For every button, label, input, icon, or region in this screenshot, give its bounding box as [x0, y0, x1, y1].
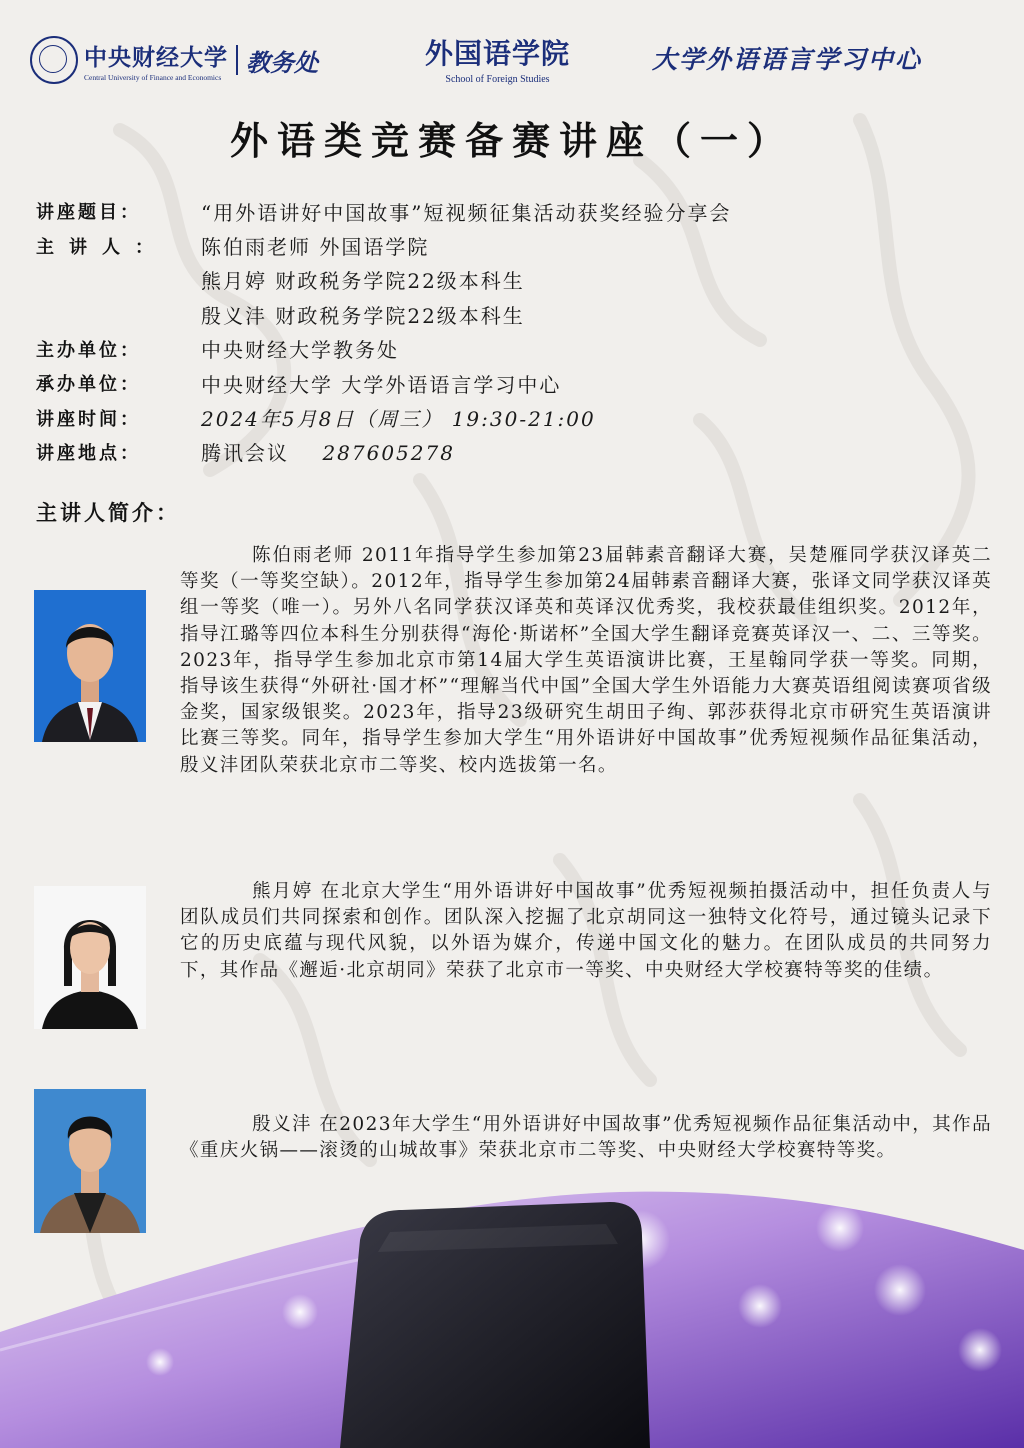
bio-3-text: 殷义沣 在2023年大学生“用外语讲好中国故事”优秀短视频作品征集活动中，其作品《重庆火锅——滚烫的山城故事》荣获北京市二等奖、中央财经大学校赛特等奖。	[180, 1114, 992, 1162]
speaker-1: 陈伯雨老师 外国语学院	[201, 235, 430, 260]
info-row-place	[36, 435, 996, 469]
host-value: 中央财经大学教务处	[201, 338, 399, 363]
header	[0, 28, 1024, 98]
meeting-id: 287605278	[322, 441, 455, 466]
host-label: 主办单位：	[36, 339, 141, 361]
poster-title: 外语类竞赛备赛讲座（一）	[229, 118, 794, 163]
organizer-label: 承办单位：	[36, 374, 141, 396]
bio-1-text: 陈伯雨老师 2011年指导学生参加第23届韩素音翻译大赛，吴楚雁同学获汉译英二等奖（一等奖空缺）。2012年，指导学生参加第24届韩素音翻译大赛，张译文同学获汉译英组一等奖（唯一）。另外八名同学获汉译英和英译汉优秀奖，我校获最佳组织奖。2012年，指导江璐等四位本科生分别获得“海伦·斯诺杯”全国大学生翻译竞赛英译汉一、二、三等奖。2023年，指导学生参加北京市第14届大学生英语演讲比赛，王星翰同学获一等奖。同期，指导该生获得“外研社·国才杯”“理解当代中国”全国大学生外语能力大赛英语组阅读赛项省级金奖，国家级银奖。2023年，指导23级研究生胡田子绚、郭莎获得北京市研究生英语演讲比赛三等奖。同年，指导学生参加大学生“用外语讲好中国故事”优秀短视频作品征集活动，殷义沣团队荣获北京市二等奖、校内选拔第一名。	[180, 545, 992, 776]
office-name: 教务处	[246, 48, 318, 77]
topic-value: “用外语讲好中国故事”短视频征集活动获奖经验分享会	[201, 200, 732, 225]
speaker-photo-3	[34, 1089, 146, 1233]
info-row-speaker-2	[36, 263, 996, 297]
bio-3	[180, 1112, 992, 1164]
topic-label: 讲座题目：	[36, 202, 141, 224]
lecture-info	[36, 194, 996, 469]
place-value: 腾讯会议	[201, 441, 289, 466]
university-name-en: Central University of Finance and Economics	[84, 72, 222, 82]
info-row-organizer	[36, 366, 996, 400]
bio-1	[180, 543, 992, 779]
organizer-value: 中央财经大学 大学外语语言学习中心	[201, 372, 562, 397]
header-divider	[236, 45, 238, 75]
university-brand	[30, 36, 318, 84]
bios-heading: 主讲人简介：	[36, 501, 180, 525]
speaker-label: 主讲人：	[36, 236, 168, 258]
bio-2-text: 熊月婷 在北京大学生“用外语讲好中国故事”优秀短视频拍摄活动中，担任负责人与团队成员们共同探索和创作。团队深入挖掘了北京胡同这一独特文化符号，通过镜头记录下它的历史底蕴与现代风貌，以外语为媒介，传递中国文化的魅力。在团队成员的共同努力下，其作品《邂逅·北京胡同》荣获了北京市一等奖、中央财经大学校赛特等奖的佳绩。	[180, 881, 992, 981]
info-row-time	[36, 400, 996, 434]
speaker-2: 熊月婷 财政税务学院22级本科生	[201, 269, 525, 294]
school-name-cn: 外国语学院	[424, 37, 570, 70]
info-row-speaker	[36, 228, 996, 262]
time-label: 讲座时间：	[36, 408, 141, 430]
speaker-3: 殷义沣 财政税务学院22级本科生	[201, 303, 525, 328]
info-row-topic	[36, 194, 996, 228]
time-value: 2024年5月8日（周三） 19:30-21:00	[201, 407, 596, 432]
decorative-phone-image	[0, 1180, 1024, 1448]
university-seal-icon	[30, 36, 78, 84]
speaker-photo-2	[34, 886, 146, 1029]
place-label: 讲座地点：	[36, 442, 141, 464]
info-row-host	[36, 332, 996, 366]
speaker-photo-1	[34, 590, 146, 742]
school-brand	[385, 32, 610, 85]
info-row-speaker-3	[36, 297, 996, 331]
learning-center-name: 大学外语语言学习中心	[652, 45, 923, 74]
school-name-en: School of Foreign Studies	[445, 74, 550, 85]
bio-2	[180, 879, 992, 984]
university-name-cn: 中央财经大学	[84, 44, 228, 71]
